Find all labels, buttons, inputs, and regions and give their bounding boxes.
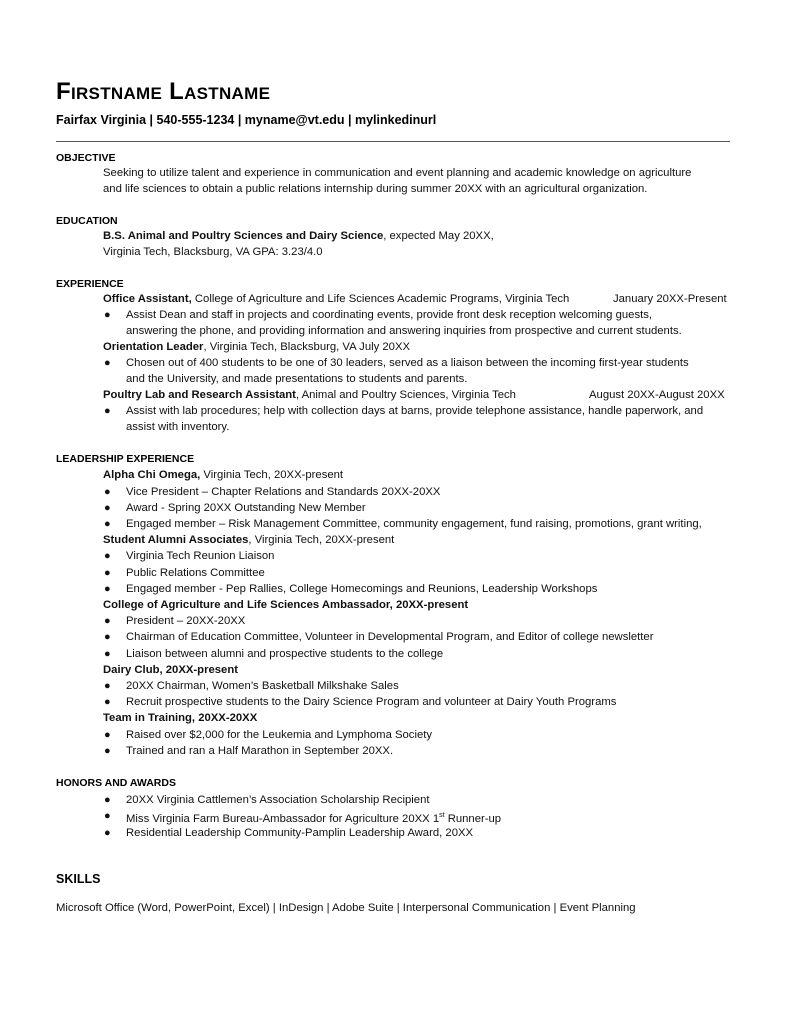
bullet-icon: ● xyxy=(104,486,111,498)
bullet-icon: ● xyxy=(104,502,111,514)
org-line xyxy=(103,467,343,483)
honor-text: 20XX Virginia Cattlemen’s Association Scholarship Recipient xyxy=(126,794,430,806)
org-name: College of Agriculture and Life Sciences Ambassador, 20XX-present xyxy=(103,599,469,611)
header-divider xyxy=(56,141,730,142)
job-bullet-text: Chosen out of 400 students to be one of 30 leaders, served as a liaison between the incoming first-year students xyxy=(126,357,689,369)
education-degree xyxy=(103,228,494,244)
experience-heading: EXPERIENCE xyxy=(56,278,124,290)
job-org: College of Agriculture and Life Sciences Academic Programs, Virginia Tech xyxy=(191,293,570,305)
candidate-name: Firstname Lastname xyxy=(56,78,271,105)
bullet-icon: ● xyxy=(104,583,111,595)
org-bullet-text: Trained and ran a Half Marathon in September 20XX. xyxy=(126,745,394,757)
bullet-icon: ● xyxy=(104,696,111,708)
job-bullet-text: and the University, and made presentations to students and parents. xyxy=(126,373,468,385)
skills-heading: SKILLS xyxy=(56,872,101,886)
org-name: Student Alumni Associates xyxy=(103,534,249,546)
job-title: Poultry Lab and Research Assistant xyxy=(103,389,296,401)
org-bullet-text: Award - Spring 20XX Outstanding New Member xyxy=(126,502,366,514)
objective-line: and life sciences to obtain a public relations internship during summer 20XX with an agricultural organization. xyxy=(103,183,648,195)
bullet-icon: ● xyxy=(104,680,111,692)
bullet-icon: ● xyxy=(104,729,111,741)
org-bullet-text: 20XX Chairman, Women’s Basketball Milkshake Sales xyxy=(126,680,399,692)
honor-superscript: st xyxy=(439,812,445,819)
bullet-icon: ● xyxy=(104,518,111,530)
bullet-icon: ● xyxy=(104,550,111,562)
contact-line: Fairfax Virginia | 540-555-1234 | myname@vt.edu | mylinkedinurl xyxy=(56,113,437,127)
objective-heading: OBJECTIVE xyxy=(56,152,116,164)
bullet-icon: ● xyxy=(104,631,111,643)
objective-line: Seeking to utilize talent and experience in communication and event planning and academic knowledge on agriculture xyxy=(103,167,692,179)
bullet-icon: ● xyxy=(104,745,111,757)
honor-text: Residential Leadership Community-Pamplin Leadership Award, 20XX xyxy=(126,827,474,839)
job-bullet-text: assist with inventory. xyxy=(126,421,230,433)
bullet-icon: ● xyxy=(104,827,111,839)
job-title-line xyxy=(103,291,569,307)
org-bullet-text: Raised over $2,000 for the Leukemia and Lymphoma Society xyxy=(126,729,433,741)
org-bullet-text: Liaison between alumni and prospective students to the college xyxy=(126,648,444,660)
degree-name: B.S. Animal and Poultry Sciences and Dairy Science xyxy=(103,230,384,242)
job-bullet-text: Assist Dean and staff in projects and coordinating events, provide front desk reception welcoming guests, xyxy=(126,309,653,321)
bullet-icon: ● xyxy=(104,357,111,369)
org-bullet-text: President – 20XX-20XX xyxy=(126,615,246,627)
bullet-icon: ● xyxy=(104,615,111,627)
job-org: , Animal and Poultry Sciences, Virginia Tech xyxy=(295,389,516,401)
org-bullet-text: Recruit prospective students to the Dairy Science Program and volunteer at Dairy Youth Programs xyxy=(126,696,617,708)
org-bullet-text: Chairman of Education Committee, Volunteer in Developmental Program, and Editor of college newsletter xyxy=(126,631,654,643)
education-school: Virginia Tech, Blacksburg, VA GPA: 3.23/4.0 xyxy=(103,246,323,258)
education-heading: EDUCATION xyxy=(56,215,118,227)
honor-text-end: Runner-up xyxy=(444,812,502,825)
org-detail: Virginia Tech, 20XX-present xyxy=(200,469,344,481)
job-bullet-text: answering the phone, and providing information and answering inquiries from prospective and current students. xyxy=(126,325,682,337)
org-name: Alpha Chi Omega, xyxy=(103,469,201,481)
job-title-line xyxy=(103,387,516,403)
org-line xyxy=(103,532,394,548)
bullet-icon: ● xyxy=(104,810,111,822)
org-bullet-text: Public Relations Committee xyxy=(126,567,265,579)
org-detail: , Virginia Tech, 20XX-present xyxy=(248,534,395,546)
job-org: , Virginia Tech, Blacksburg, VA July 20XX xyxy=(203,341,411,353)
leadership-heading: LEADERSHIP EXPERIENCE xyxy=(56,453,195,465)
bullet-icon: ● xyxy=(104,794,111,806)
org-bullet-text: Engaged member – Risk Management Committee, community engagement, fund raising, promotions, grant writing, xyxy=(126,518,702,530)
bullet-icon: ● xyxy=(104,405,111,417)
skills-list: Microsoft Office (Word, PowerPoint, Excel) | InDesign | Adobe Suite | Interpersonal Communication | Event Planning xyxy=(56,902,636,914)
degree-expected: , expected May 20XX, xyxy=(383,230,494,242)
bullet-icon: ● xyxy=(104,648,111,660)
job-title: Orientation Leader xyxy=(103,341,204,353)
honor-text xyxy=(126,808,501,827)
org-bullet-text: Vice President – Chapter Relations and Standards 20XX-20XX xyxy=(126,486,441,498)
honors-heading: HONORS AND AWARDS xyxy=(56,777,176,789)
bullet-icon: ● xyxy=(104,567,111,579)
org-name: Team in Training, 20XX-20XX xyxy=(103,712,258,724)
org-bullet-text: Engaged member - Pep Rallies, College Homecomings and Reunions, Leadership Workshops xyxy=(126,583,598,595)
honor-text-main: Miss Virginia Farm Bureau-Ambassador for Agriculture 20XX 1 xyxy=(126,812,440,825)
job-title: Office Assistant, xyxy=(103,293,192,305)
job-date: January 20XX-Present xyxy=(613,293,727,305)
org-bullet-text: Virginia Tech Reunion Liaison xyxy=(126,550,275,562)
bullet-icon: ● xyxy=(104,309,111,321)
job-bullet-text: Assist with lab procedures; help with collection days at barns, provide telephone assistance, handle paperwork, and xyxy=(126,405,704,417)
org-name: Dairy Club, 20XX-present xyxy=(103,664,238,676)
job-title-line xyxy=(103,339,410,355)
job-date: August 20XX-August 20XX xyxy=(589,389,725,401)
